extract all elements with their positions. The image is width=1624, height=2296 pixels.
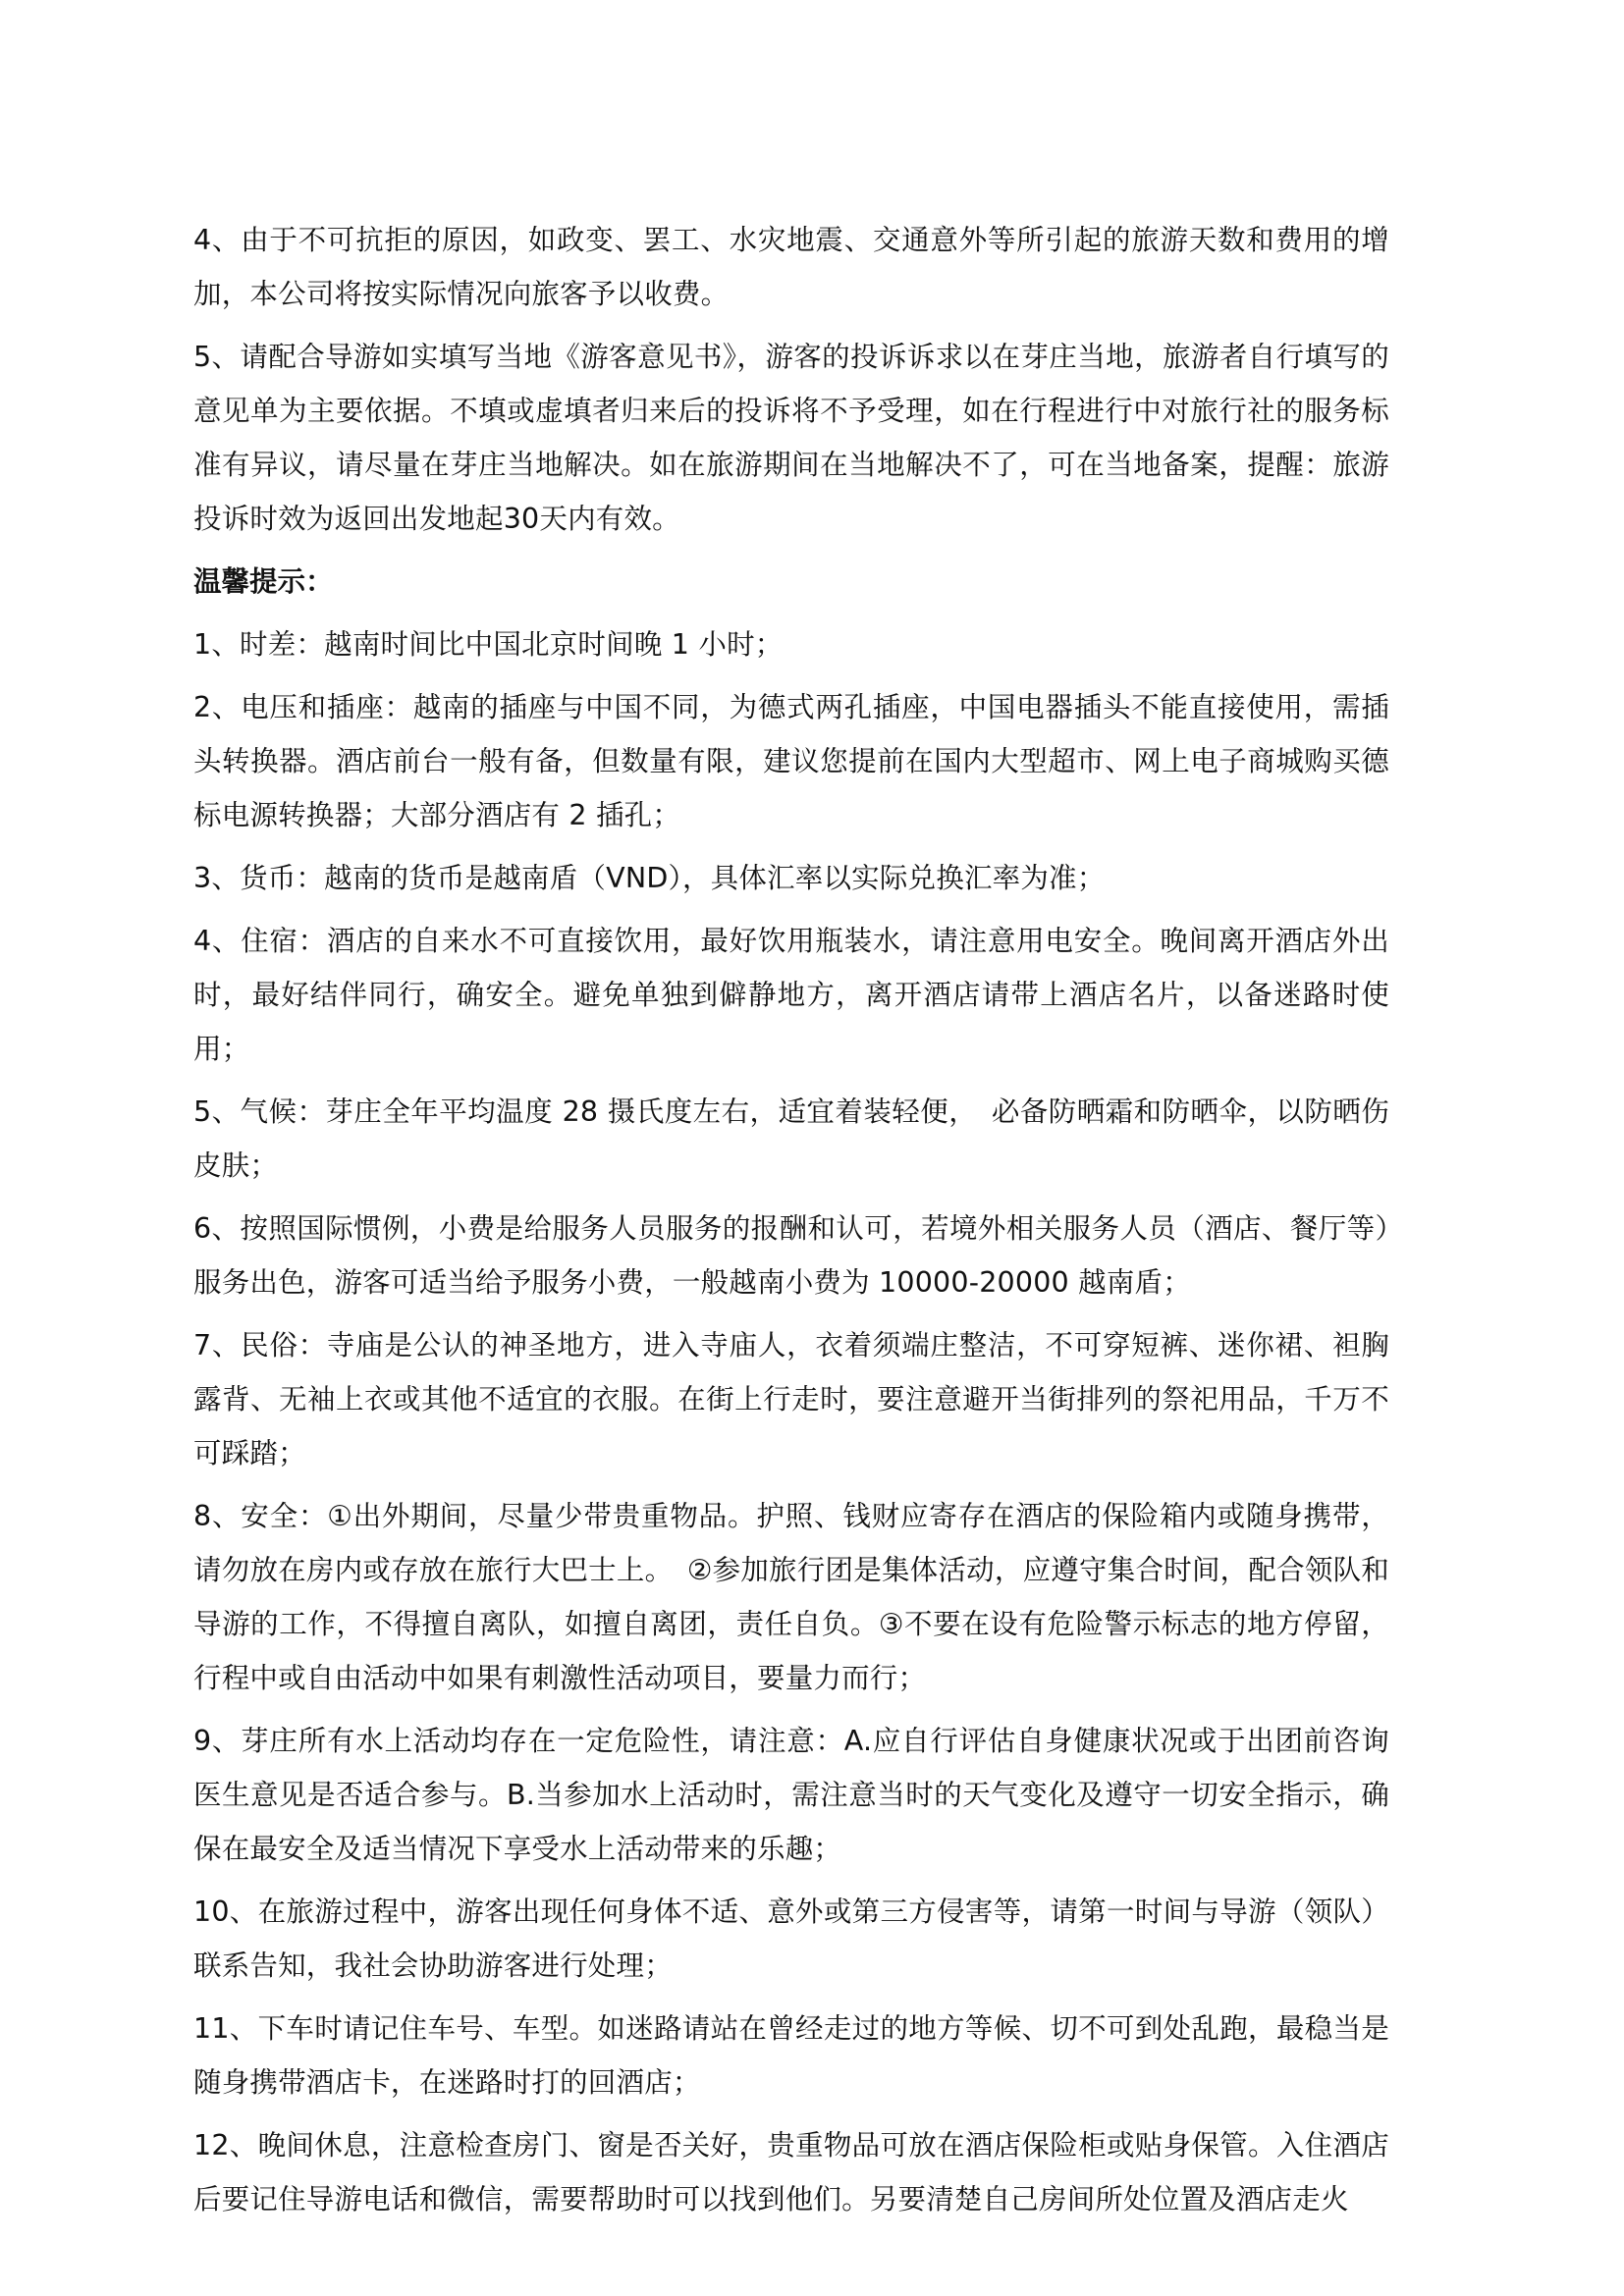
tip-tipping: 6、按照国际惯例，小费是给服务人员服务的报酬和认可，若境外相关服务人员（酒店、餐厅等）服务出色，游客可适当给予服务小费，一般越南小费为 10000-20000 越南盾； xyxy=(193,1212,1389,1299)
tip-emergency-contact: 10、在旅游过程中，游客出现任何身体不适、意外或第三方侵害等，请第一时间与导游（领队）联系告知，我社会协助游客进行处理； xyxy=(193,1896,1389,1982)
tip-climate: 5、气候：芽庄全年平均温度 28 摄氏度左右，适宜着装轻便， 必备防晒霜和防晒伞，以防晒伤皮肤； xyxy=(193,1095,1389,1182)
tip-night-rest: 12、晚间休息，注意检查房门、窗是否关好，贵重物品可放在酒店保险柜或贴身保管。入住酒店后要记住导游电话和微信，需要帮助时可以找到他们。另要清楚自己房间所处位置及酒店走火 xyxy=(193,2129,1389,2216)
tips-heading: 温馨提示： xyxy=(193,565,334,598)
tip-getting-lost: 11、下车时请记住车号、车型。如迷路请站在曾经走过的地方等候、切不可到处乱跑，最稳当是随身携带酒店卡，在迷路时打的回酒店； xyxy=(193,2012,1389,2099)
tip-customs: 7、民俗：寺庙是公认的神圣地方，进入寺庙人，衣着须端庄整洁，不可穿短裤、迷你裙、袒胸露背、无袖上衣或其他不适宜的衣服。在街上行走时，要注意避开当街排列的祭祀用品，千万不可踩踏； xyxy=(193,1329,1389,1469)
tip-safety: 8、安全：①出外期间，尽量少带贵重物品。护照、钱财应寄存在酒店的保险箱内或随身携带，请勿放在房内或存放在旅行大巴士上。 ②参加旅行团是集体活动，应遵守集合时间，配合领队和导游的工作，不得擅自离队，如擅自离团，责任自负。③不要在设有危险警示标志的地方停留，行程中或自由活动中如果有刺激性活动项目，要量力而行； xyxy=(193,1500,1389,1694)
tip-water-activities: 9、芽庄所有水上活动均存在一定危险性，请注意：A.应自行评估自身健康状况或于出团前咨询医生意见是否适合参与。B.当参加水上活动时，需注意当时的天气变化及遵守一切安全指示，确保在最安全及适当情况下享受水上活动带来的乐趣； xyxy=(193,1725,1389,1865)
tip-voltage-sockets: 2、电压和插座：越南的插座与中国不同，为德式两孔插座，中国电器插头不能直接使用，需插头转换器。酒店前台一般有备，但数量有限，建议您提前在国内大型超市、网上电子商城购买德标电源转换器；大部分酒店有 2 插孔； xyxy=(193,691,1389,831)
document-body xyxy=(193,213,1389,2235)
tip-accommodation: 4、住宿：酒店的自来水不可直接饮用，最好饮用瓶装水，请注意用电安全。晚间离开酒店外出时，最好结伴同行，确安全。避免单独到僻静地方，离开酒店请带上酒店名片，以备迷路时使用； xyxy=(193,925,1389,1065)
paragraph-complaint-notice: 5、请配合导游如实填写当地《游客意见书》，游客的投诉诉求以在芽庄当地，旅游者自行填写的意见单为主要依据。不填或虚填者归来后的投诉将不予受理，如在行程进行中对旅行社的服务标准有异议，请尽量在芽庄当地解决。如在旅游期间在当地解决不了，可在当地备案，提醒：旅游投诉时效为返回出发地起30天内有效。 xyxy=(193,341,1389,535)
tip-time-difference: 1、时差：越南时间比中国北京时间晚 1 小时； xyxy=(193,628,784,661)
paragraph-cost-notice: 4、由于不可抗拒的原因，如政变、罢工、水灾地震、交通意外等所引起的旅游天数和费用的增加，本公司将按实际情况向旅客予以收费。 xyxy=(193,224,1389,310)
tip-currency: 3、货币：越南的货币是越南盾（VND），具体汇率以实际兑换汇率为准； xyxy=(193,862,1106,894)
